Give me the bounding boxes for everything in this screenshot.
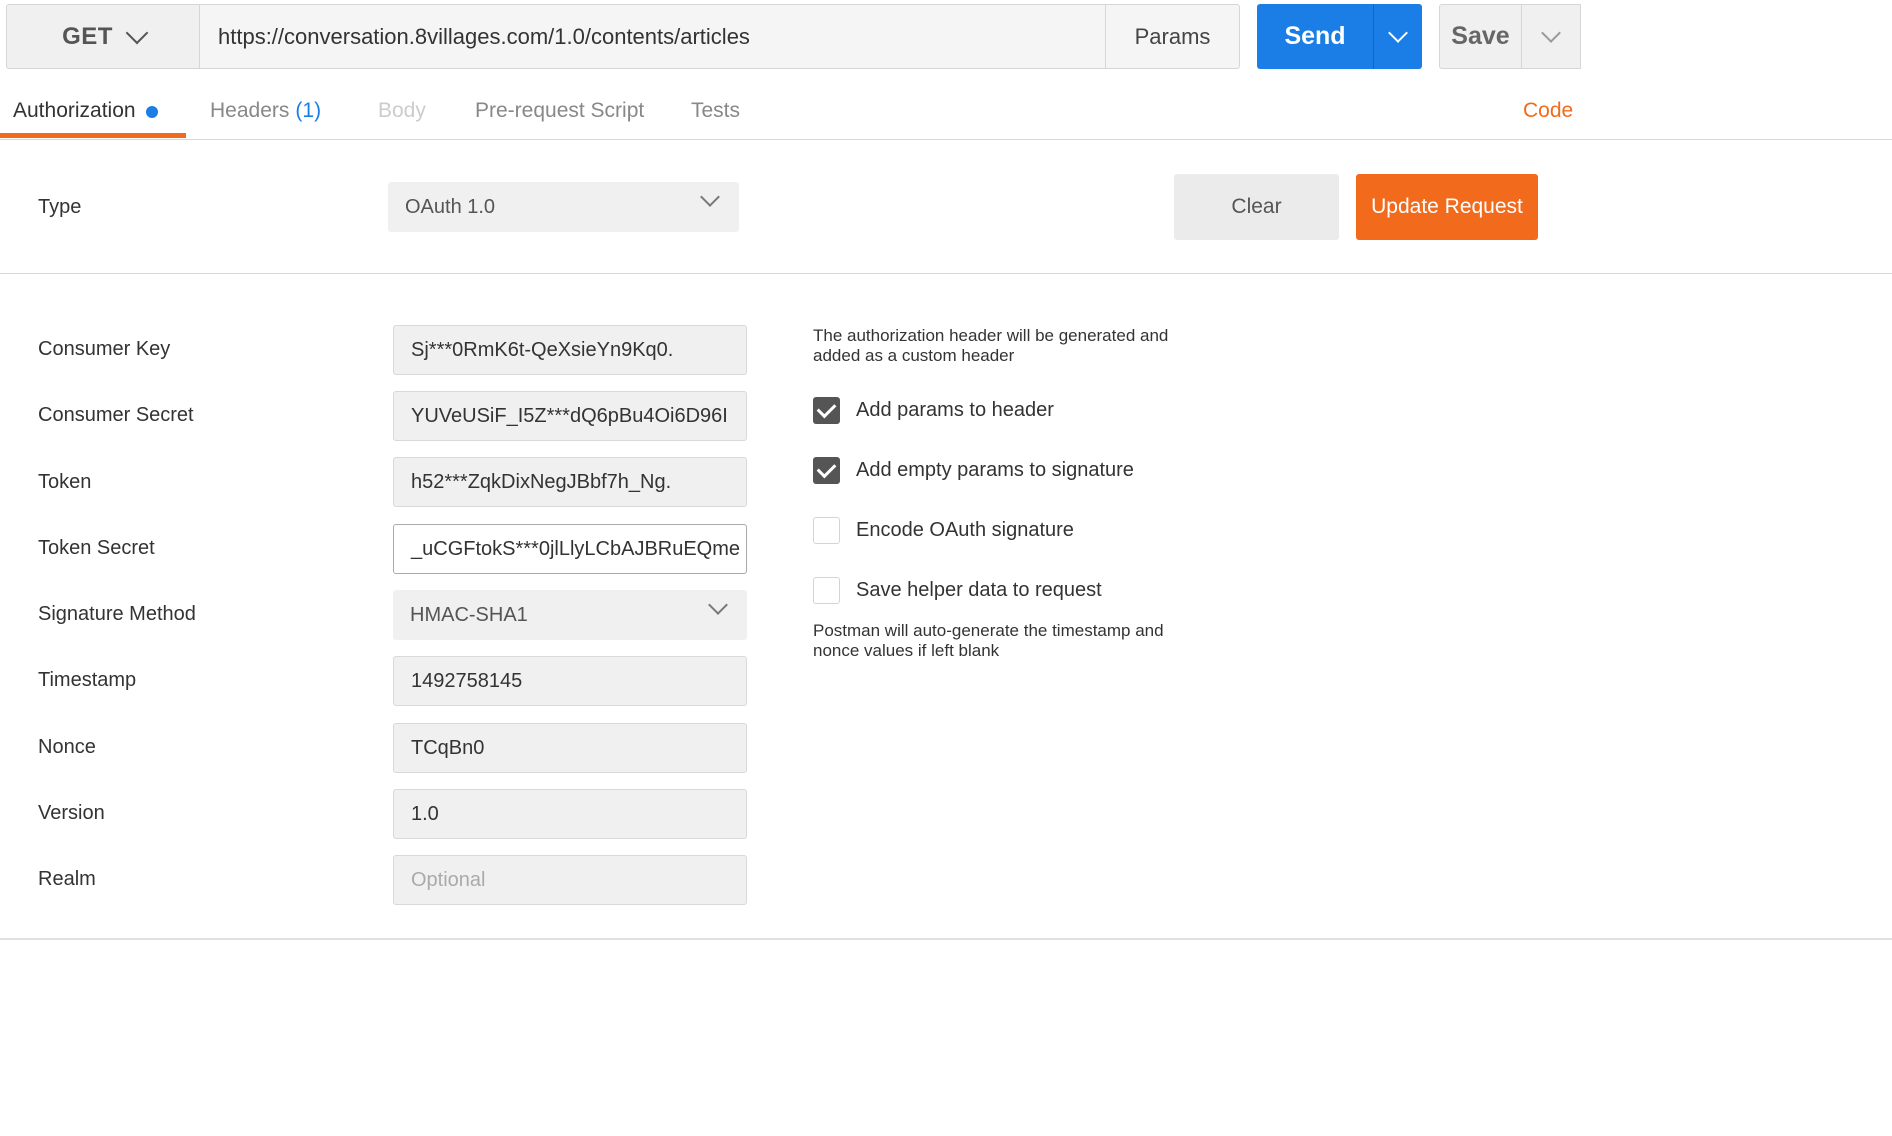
save-helper-data-checkbox[interactable] (813, 577, 840, 604)
tab-headers[interactable] (210, 95, 321, 140)
timestamp-label: Timestamp (38, 669, 137, 691)
signature-method-label: Signature Method (38, 603, 196, 625)
consumer-key-field[interactable]: Sj***0RmK6t-QeXsieYn9Kq0. (393, 325, 747, 375)
headers-count: (1) (295, 99, 322, 122)
tab-pre-request-script[interactable]: Pre-request Script (475, 99, 645, 122)
save-dropdown-button[interactable] (1521, 4, 1581, 69)
encode-signature-checkbox[interactable] (813, 517, 840, 544)
tab-body[interactable]: Body (378, 99, 426, 122)
save-helper-data-label: Save helper data to request (856, 579, 1102, 601)
divider (0, 273, 1892, 274)
add-params-to-header-label: Add params to header (856, 399, 1054, 421)
realm-label: Realm (38, 868, 96, 890)
send-button[interactable]: Send (1257, 4, 1373, 69)
tab-authorization-label: Authorization (13, 99, 136, 122)
timestamp-field[interactable]: 1492758145 (393, 656, 747, 706)
chevron-down-icon (708, 595, 728, 615)
chevron-down-icon (700, 187, 720, 207)
token-secret-field[interactable]: _uCGFtokS***0jlLlyLCbAJBRuEQme (393, 524, 747, 574)
token-secret-label: Token Secret (38, 537, 155, 559)
token-label: Token (38, 471, 92, 493)
method-select[interactable] (6, 4, 200, 69)
version-label: Version (38, 802, 105, 824)
realm-field[interactable]: Optional (393, 855, 747, 905)
chevron-down-icon (1541, 23, 1561, 43)
modified-dot-icon (146, 106, 158, 118)
add-empty-params-label: Add empty params to signature (856, 459, 1134, 481)
update-request-button[interactable]: Update Request (1356, 174, 1538, 240)
url-input[interactable]: https://conversation.8villages.com/1.0/contents/articles (199, 4, 1106, 69)
checkmark-icon (817, 399, 837, 419)
clear-button[interactable]: Clear (1174, 174, 1339, 240)
nonce-label: Nonce (38, 736, 96, 758)
chevron-down-icon (126, 21, 149, 44)
consumer-secret-label: Consumer Secret (38, 404, 194, 426)
checkmark-icon (817, 459, 837, 479)
signature-method-value: HMAC-SHA1 (410, 603, 528, 626)
params-button[interactable]: Params (1105, 4, 1240, 69)
auth-type-select[interactable] (388, 182, 739, 232)
active-tab-indicator (0, 133, 186, 138)
tab-headers-label: Headers (210, 99, 290, 122)
divider (0, 139, 1892, 140)
save-button[interactable]: Save (1439, 4, 1522, 69)
nonce-field[interactable]: TCqBn0 (393, 723, 747, 773)
tab-tests[interactable]: Tests (691, 99, 741, 122)
add-params-to-header-checkbox[interactable] (813, 397, 840, 424)
signature-method-select[interactable] (393, 590, 747, 640)
auto-generate-note: Postman will auto-generate the timestamp and nonce values if left blank (813, 621, 1164, 660)
consumer-secret-field[interactable]: YUVeUSiF_I5Z***dQ6pBu4Oi6D96I (393, 391, 747, 441)
type-label: Type (38, 196, 82, 218)
method-value: GET (62, 22, 113, 50)
auth-type-value: OAuth 1.0 (405, 195, 496, 218)
consumer-key-label: Consumer Key (38, 338, 171, 360)
token-field[interactable]: h52***ZqkDixNegJBbf7h_Ng. (393, 457, 747, 507)
encode-signature-label: Encode OAuth signature (856, 519, 1074, 541)
auth-header-note: The authorization header will be generated and added as a custom header (813, 326, 1169, 365)
code-link[interactable]: Code (1523, 99, 1574, 122)
version-field[interactable]: 1.0 (393, 789, 747, 839)
add-empty-params-checkbox[interactable] (813, 457, 840, 484)
send-dropdown-button[interactable] (1373, 4, 1422, 69)
divider (0, 938, 1892, 940)
chevron-down-icon (1388, 23, 1408, 43)
